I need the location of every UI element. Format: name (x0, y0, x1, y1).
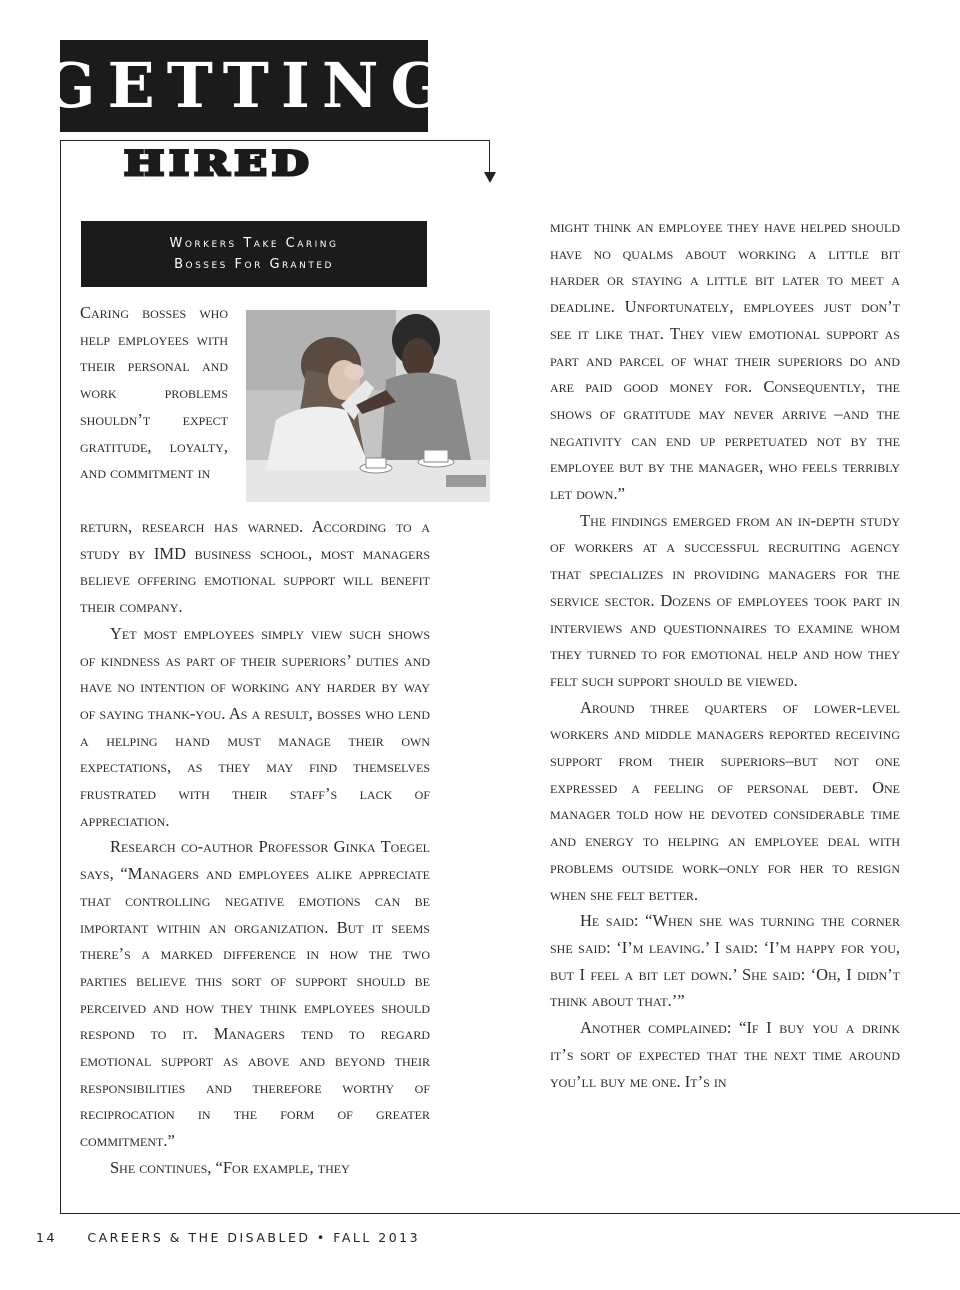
paragraph-1-wrap: Caring bosses who help employees with their personal and work problems shouldn’t expect gratitude, loyalty, and commitment in (80, 303, 228, 483)
arrow-stem (489, 140, 490, 176)
paragraph-2: Yet most employees simply view such shows of kindness as part of their superiors’ duties and have no intention of working any harder by way of saying thank-you. As a result, bosses who lend a helping hand must manage their own expectations, as they may find themselves frustrated with their staff’s lack of appreciation. (80, 623, 430, 830)
paragraph-4: She continues, “For example, they (110, 1157, 350, 1177)
subtitle-text: HIRED (124, 144, 314, 184)
article-kicker (81, 221, 427, 287)
photo-two-women-comforting-icon (246, 310, 490, 502)
frame-top-rule (60, 140, 490, 141)
paragraph-9: Another complained: “If I buy you a drink it’s sort of expected that the next time around you’ll buy me one. It’s in (550, 1018, 900, 1091)
kicker-line-1: Workers Take Caring (169, 236, 339, 251)
title-banner (42, 40, 456, 132)
paragraph-8: He said: “When she was turning the corner she said: ‘I’m leaving.’ I said: ‘I’m happy for you, but I feel a bit let down.’ She said: ‘Oh, I didn’t think about that.’” (550, 911, 900, 1011)
publication-name: CAREERS & THE DISABLED • FALL 2013 (87, 1230, 421, 1245)
page-number: 14 (36, 1230, 57, 1245)
article-photo (246, 310, 490, 502)
left-column-text (80, 514, 430, 1182)
paragraph-1-rest: return, research has warned. According to a study by IMD business school, most managers believe offering emotional support will benefit their company. (80, 517, 430, 617)
right-column-text (550, 214, 900, 1095)
paragraph-6: The findings emerged from an in-depth study of workers at a successful recruiting agency that specializes in providing managers for the service sector. Dozens of employees took part in interviews and questionnaires to examine whom they turned to for emotional help and how they felt such support should be viewed. (550, 510, 900, 690)
paragraph-5: might think an employee they have helped should have no qualms about working a little bit harder or staying a little bit later to meet a deadline. Unfortunately, employees just don’t see it like that. They view emotional support as part and parcel of what their superiors do and are paid good money for. Consequently, the shows of gratitude may never arrive –and the negativity can end up perpetuated not by the employee but by the manager, who feels terribly let down.” (550, 217, 900, 504)
page-footer (36, 1230, 420, 1245)
frame-left-rule (60, 140, 61, 1213)
paragraph-3: Research co-author Professor Ginka Toegel says, “Managers and employees alike appreciate that controlling negative emotions can be important within an organization. But it seems there’s a marked difference in how the two parties believe this sort of support should be perceived and how they think employees should respond to it. Managers tend to regard emotional support as above and beyond their responsibilities and therefore worthy of reciprocation in the form of greater commitment.” (80, 837, 430, 1151)
paragraph-7: Around three quarters of lower-level workers and middle managers reported receiving support from their superiors–but not one expressed a feeling of personal debt. One manager told how he devoted considerable time and energy to helping an employee deal with problems outside work–only for her to resign when she felt better. (550, 697, 900, 904)
kicker-line-2: Bosses For Granted (174, 257, 334, 272)
page-title: GETTING (42, 49, 456, 122)
frame-bottom-rule (60, 1213, 960, 1214)
left-column-wrap-text (80, 300, 228, 487)
arrow-down-icon (484, 172, 496, 183)
page-subtitle (124, 144, 314, 184)
